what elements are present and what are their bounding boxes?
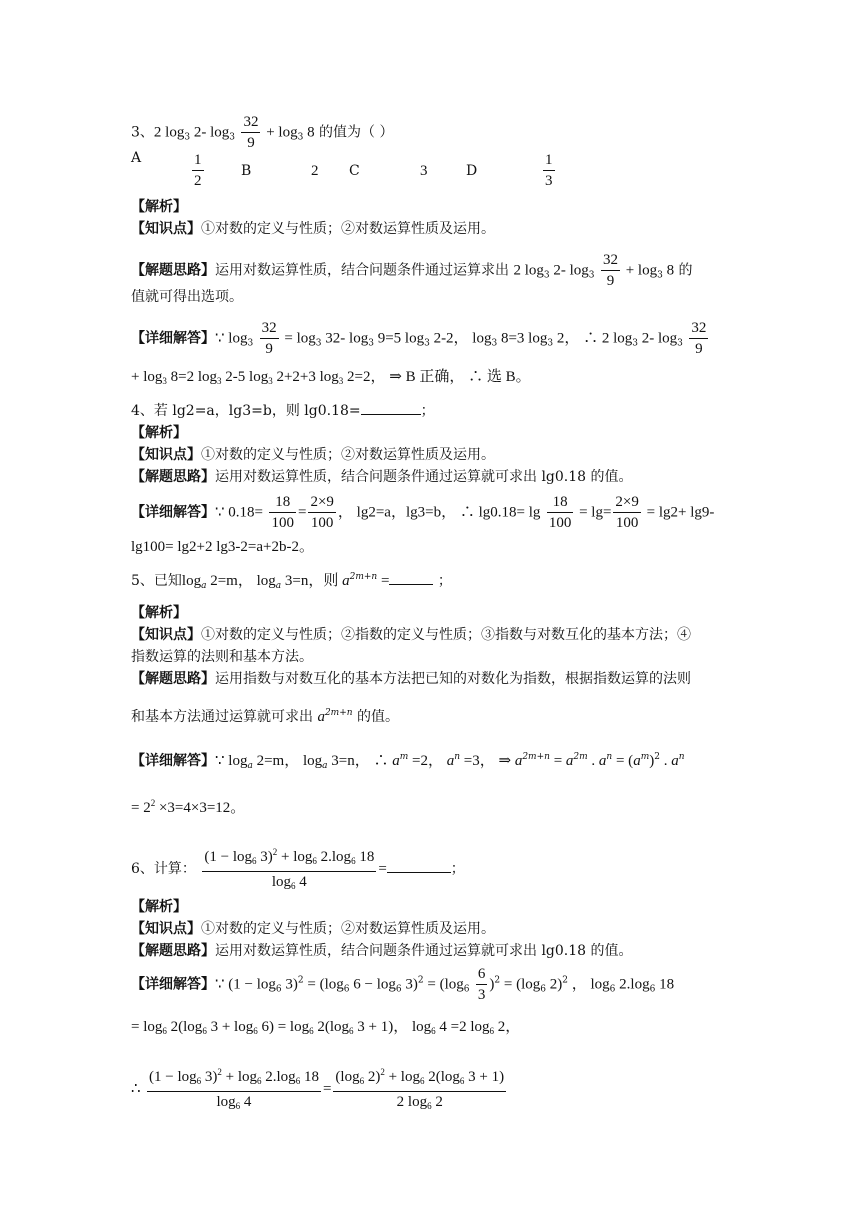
q3-option-b-value: 2	[311, 163, 319, 179]
q6-knowledge-point: 【知识点】①对数的定义与性质；②对数运算性质及运用。	[131, 921, 495, 937]
q5-knowledge-point-cont: 指数运算的法则和基本方法。	[131, 649, 313, 665]
fraction-32-9: $\frac{32}{9}$	[243, 114, 259, 151]
q3-analysis-heading: 【解析】	[131, 199, 187, 215]
q3-solution-idea: 【解题思路】运用对数运算性质，结合问题条件通过运算求出 2 $\log_3 2-$ $\log_3$ $\frac{32}{9}$ + $\log_3 8$ 的	[131, 252, 693, 289]
q4-detailed-answer: 【详细解答】∵ 0.18= $\frac{18}{100}$ = $\frac{2\times 9}{100}$ ， lg2=a，lg3=b， ∴ lg0.18= lg $\frac{18}{100}$ = lg= $\frac{2\times 9}{100}$ = lg2+ lg9-	[131, 494, 715, 531]
answer-blank[interactable]	[361, 400, 421, 415]
q4-detailed-answer-cont: lg100= lg2+2 lg3-2=a+2b-2。	[131, 539, 314, 555]
q6-analysis-heading: 【解析】	[131, 899, 187, 915]
q3-detailed-answer: 【详细解答】∵ $\log_3$ $\frac{32}{9}$ = $\log_3 32-$ $\log_3 9=5$ $\log_3 2-2$， $\log_3 8=3$ $\log_3 2$， ∴ 2 $\log_3 2-$ $\log_3$ $\frac{32}{9}$	[131, 320, 707, 357]
answer-blank[interactable]	[387, 858, 451, 873]
q3-option-a-value: $\frac{1}{2}$	[194, 152, 202, 189]
q6-final-step: ∴ $\frac{(1 - \log_6 3)^2 + \log_6 2.\log_6 18}{\log_6 4}$ = $\frac{(\log_6 2)^2 + \log_6 2(\log_6 3 + 1)}{2 \log_6 2}$	[131, 1062, 508, 1116]
q6-expression: $\frac{(1 - \log_6 3)^2 + \log_6 2.\log_6 18}{\log_6 4}$	[202, 842, 376, 896]
q5-stem: 5、已知$\log_a 2=m$， $\log_a 3=n$，则 $a^{2m+n}$ = ；	[131, 572, 452, 591]
q5-detailed-answer: 【详细解答】∵ $\log_a 2=m$， $\log_a 3=n$， ∴ $a^m =2$， $a^n =3$， ⇒ $a^{2m+n} = a^{2m}$ . $a^n = (a^m)^2$ . $a^n$	[131, 752, 685, 771]
q3-option-d: D	[466, 163, 478, 179]
q5-analysis-heading: 【解析】	[131, 605, 187, 621]
answer-blank[interactable]	[389, 570, 433, 585]
q3-solution-idea-cont: 值就可得出选项。	[131, 289, 243, 305]
q4-solution-idea: 【解题思路】运用对数运算性质，结合问题条件通过运算就可求出 lg0.18 的值。	[131, 469, 633, 485]
q6-solution-idea: 【解题思路】运用对数运算性质，结合问题条件通过运算就可求出 lg0.18 的值。	[131, 943, 633, 959]
q3-option-c-value: 3	[420, 163, 428, 179]
q3-detailed-answer-cont: + $\log_3 8=2$ $\log_3 2-5$ $\log_3 2+2+3$ $\log_3 2=2$， ⇒ B 正确， ∴ 选 B。	[131, 369, 531, 386]
q4-stem: 4、若 lg2=a，lg3=b，则 lg0.18= ；	[131, 400, 435, 420]
q5-solution-idea: 【解题思路】运用指数与对数互化的基本方法把已知的对数化为指数，根据指数运算的法则	[131, 671, 691, 687]
q3-knowledge-point: 【知识点】①对数的定义与性质；②对数运算性质及运用。	[131, 221, 495, 237]
q3-stem: 3、2 $\log_3 2-$ $\log_3$ $\frac{32}{9}$ + $\log_3 8$ 的值为（ ）	[131, 114, 394, 151]
q4-knowledge-point: 【知识点】①对数的定义与性质；②对数运算性质及运用。	[131, 447, 495, 463]
q5-solution-idea-cont: 和基本方法通过运算就可求出 $a^{2m+n}$ 的值。	[131, 708, 400, 725]
q6-detailed-answer-cont: = $\log_6 2(\log_6$ $3 + \log_6 6) = \log_6 2(\log_6$ 3 + 1)， $\log_6 4 =2$ $\log_6 2$，	[131, 1019, 521, 1036]
q6-detailed-answer: 【详细解答】∵ $(1 - \log_6 3)^2 = (\log_6$ $6 - \log_6 3)^2 = (\log_6$ $\frac{6}{3}$ )$^2 = (\log_6$ 2)$^2$ ， $\log_6 2.\log_6$ 18	[131, 966, 675, 1003]
q5-knowledge-point: 【知识点】①对数的定义与性质；②指数的定义与性质；③指数与对数互化的基本方法；④	[131, 627, 691, 643]
q3-option-b: B	[241, 163, 252, 179]
q6-stem: 6、计算： $\frac{(1 - \log_6 3)^2 + \log_6 2.\log_6 18}{\log_6 4}$ = ；	[131, 842, 465, 896]
q3-option-c: C	[349, 163, 360, 179]
q4-analysis-heading: 【解析】	[131, 425, 187, 441]
q3-option-a: A	[131, 150, 142, 166]
q3-option-d-value: $\frac{1}{3}$	[545, 152, 553, 189]
q5-detailed-answer-cont: = $2^2 \times 3=4\times 3=12$。	[131, 798, 246, 816]
